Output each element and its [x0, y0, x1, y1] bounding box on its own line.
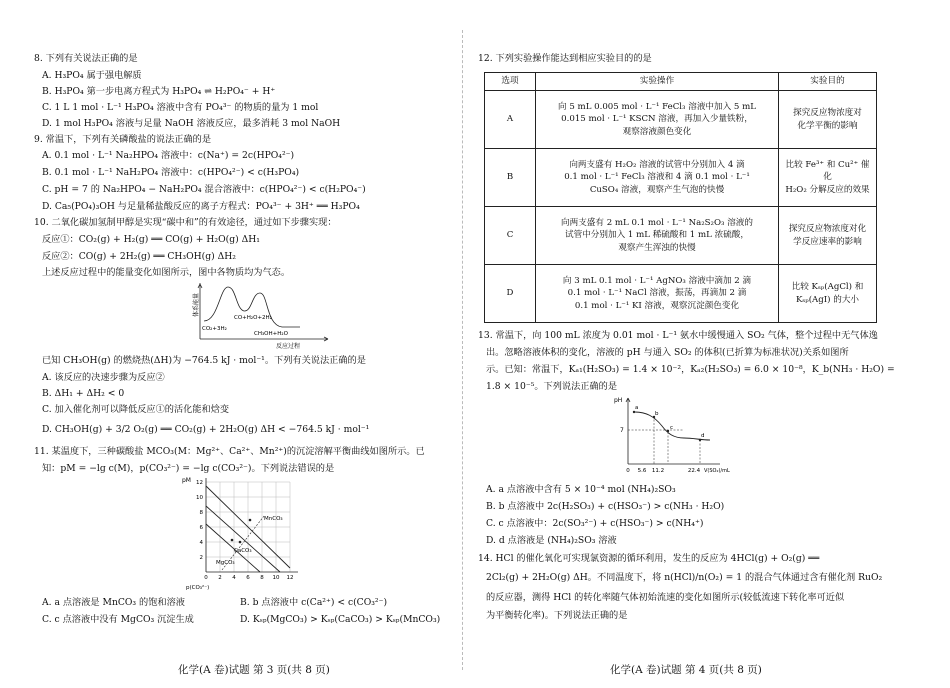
q13-x-axis-label: V(SO₂)/mL — [704, 468, 730, 474]
footer-left: 化学(A 卷)试题 第 3 页(共 8 页) — [178, 664, 330, 676]
q13-option-b: B. b 点溶液中 2c(H₂SO₃) + c(HSO₃⁻) > c(NH₃ · H₂O) — [486, 501, 725, 512]
q12-row-b-operation — [536, 149, 779, 207]
q11-y-tick: 4 — [199, 540, 203, 546]
q11-y-tick: 2 — [199, 555, 203, 561]
q10-label-start: CO₂+3H₂ — [202, 326, 227, 332]
q13-line-3: 示。已知：常温下，Kₐ₁(H₂SO₃) = 1.4 × 10⁻²，Kₐ₂(H₂SO₃) = 6.0 × 10⁻⁸，K_b(NH₃ · H₂O) = — [486, 364, 895, 375]
q8-stem: 8. 下列有关说法正确的是 — [34, 53, 138, 64]
column-divider — [462, 30, 463, 670]
q12-row-b-goal — [779, 149, 877, 207]
q12-header-option: 选项 — [485, 73, 536, 91]
q12-row-a-goal-line: 探究反应物浓度对 — [793, 108, 862, 119]
q11-solubility-graph — [180, 476, 320, 594]
q12-row-b-goal-line: 比较 Fe³⁺ 和 Cu²⁺ 催化 — [785, 160, 870, 183]
q12-row-d-goal-line: Kₛₚ(AgI) 的大小 — [795, 294, 860, 305]
q13-point-a: a — [635, 405, 639, 411]
q13-x-tick: 11.2 — [651, 468, 665, 474]
table-row — [485, 207, 877, 265]
q11-x-tick: 0 — [204, 575, 208, 581]
q12-row-b-goal-line: H₂O₂ 分解反应的效果 — [785, 184, 870, 195]
q13-option-c: C. c 点溶液中：2c(SO₃²⁻) + c(HSO₃⁻) > c(NH₄⁺) — [486, 518, 704, 529]
q13-point-b: b — [655, 411, 659, 417]
q11-x-tick: 2 — [218, 575, 222, 581]
q13-option-d: D. d 点溶液是 (NH₄)₂SO₃ 溶液 — [486, 535, 617, 546]
q12-row-c-op-line: 试管中分别加入 1 mL 稀硫酸和 1 mL 浓硫酸， — [565, 230, 749, 241]
q10-label-mid: CO+H₂O+2H₂ — [234, 315, 272, 321]
q13-y-tick: 7 — [620, 427, 624, 434]
q11-x-tick: 12 — [286, 575, 294, 581]
q12-table — [484, 72, 877, 323]
table-row — [485, 265, 877, 323]
q10-option-c: C. 加入催化剂可以降低反应①的活化能和焓变 — [42, 404, 230, 415]
q12-row-d-operation — [536, 265, 779, 323]
q11-y-tick: 6 — [199, 525, 203, 531]
q11-option-d: D. Kₛₚ(MgCO₃) > Kₛₚ(CaCO₃) > Kₛₚ(MnCO₃) — [240, 614, 441, 625]
q9-stem: 9. 常温下，下列有关磷酸盐的说法正确的是 — [34, 134, 212, 145]
q10-known: 已知 CH₃OH(g) 的燃烧热(ΔH)为 −764.5 kJ · mol⁻¹。下列有关说法正确的是 — [42, 355, 366, 366]
q8-option-b: B. H₃PO₄ 第一步电离方程式为 H₃PO₄ ⇌ H₂PO₄⁻ + H⁺ — [42, 86, 276, 97]
q10-option-b: B. ΔH₁ + ΔH₂ < 0 — [42, 388, 125, 399]
q9-option-a: A. 0.1 mol · L⁻¹ Na₂HPO₄ 溶液中：c(Na⁺) = 2c(HPO₄²⁻) — [42, 150, 295, 161]
q11-label-mg: MgCO₃ — [216, 560, 235, 566]
q11-x-tick: 10 — [272, 575, 280, 581]
q9-option-b: B. 0.1 mol · L⁻¹ NaH₂PO₄ 溶液中：c(HPO₄²⁻) < c(H₃PO₄) — [42, 167, 300, 178]
q12-row-d-option: D — [485, 265, 536, 323]
q13-ph-graph — [610, 394, 730, 476]
q13-point-c: c — [670, 425, 674, 431]
q12-row-a-operation — [536, 91, 779, 149]
q12-row-b-op-line: CuSO₄ 溶液，观察产生气泡的快慢 — [589, 184, 725, 195]
table-row — [485, 91, 877, 149]
q12-row-a-op-line: 向 5 mL 0.005 mol · L⁻¹ FeCl₃ 溶液中加入 5 mL — [558, 102, 756, 113]
q8-option-c: C. 1 L 1 mol · L⁻¹ H₃PO₄ 溶液中含有 PO₄³⁻ 的物质的量为 1 mol — [42, 102, 319, 113]
q11-label-ca: CaCO₃ — [234, 548, 252, 554]
q11-x-tick: 8 — [260, 575, 264, 581]
q12-row-c-goal-line: 学反应速率的影响 — [793, 236, 862, 247]
q11-y-tick: 12 — [196, 480, 203, 486]
table-row — [485, 149, 877, 207]
q13-point-d: d — [701, 433, 705, 439]
q9-option-c: C. pH = 7 的 Na₂HPO₄ − NaH₂PO₄ 混合溶液中：c(HPO₄²⁻) < c(H₂PO₄⁻) — [42, 184, 366, 195]
q12-row-b-op-line: 0.1 mol · L⁻¹ FeCl₃ 溶液和 4 滴 0.1 mol · L⁻¹ — [564, 172, 750, 183]
q10-x-axis-label: 反应过程 — [276, 343, 301, 350]
q10-energy-diagram — [178, 279, 338, 351]
footer-right: 化学(A 卷)试题 第 4 页(共 8 页) — [610, 664, 762, 676]
q14-line-2: 2Cl₂(g) + 2H₂O(g) ΔH。不同温度下，将 n(HCl)/n(O₂) = 1 的混合气体通过含有催化剂 RuO₂ — [486, 572, 883, 583]
q12-row-d-op-line: 向 3 mL 0.1 mol · L⁻¹ AgNO₃ 溶液中滴加 2 滴 — [562, 276, 752, 287]
q11-stem-2: 知：pM = −lg c(M)，p(CO₃²⁻) = −lg c(CO₃²⁻)。下列说法错误的是 — [42, 463, 335, 474]
q12-row-b-op-line: 向两支盛有 H₂O₂ 溶液的试管中分别加入 4 滴 — [569, 160, 745, 171]
q11-x-tick: 4 — [232, 575, 236, 581]
q10-stem: 10. 二氧化碳加氢制甲醇是实现“碳中和”的有效途径，通过如下步骤实现： — [34, 217, 337, 228]
q13-y-axis-label: pH — [614, 397, 623, 404]
q14-line-3: 的反应器，测得 HCl 的转化率随气体初始流速的变化如图所示(较低流速下转化率可近似 — [486, 592, 845, 603]
q10-reaction-1: 反应①：CO₂(g) + H₂(g) ══ CO(g) + H₂O(g) ΔH₁ — [42, 234, 260, 245]
q11-option-b: B. b 点溶液中 c(Ca²⁺) < c(CO₃²⁻) — [240, 597, 388, 608]
q11-option-c: C. c 点溶液中没有 MgCO₃ 沉淀生成 — [42, 614, 194, 625]
q11-stem: 11. 某温度下，三种碳酸盐 MCO₃(M：Mg²⁺、Ca²⁺、Mn²⁺)的沉淀溶解平衡曲线如图所示。已 — [34, 446, 425, 457]
q12-row-c-operation — [536, 207, 779, 265]
q13-line-4: 1.8 × 10⁻⁵。下列说法正确的是 — [486, 381, 618, 392]
q12-row-b-option: B — [485, 149, 536, 207]
q10-option-a: A. 该反应的决速步骤为反应② — [42, 372, 165, 383]
q11-y-tick: 8 — [199, 510, 203, 516]
q12-row-c-op-line: 观察产生浑浊的快慢 — [618, 242, 696, 253]
q10-y-axis-label: 体系能量 — [193, 292, 200, 317]
q13-x-tick: 0 — [626, 468, 630, 474]
q12-row-c-op-line: 向两支盛有 2 mL 0.1 mol · L⁻¹ Na₂S₂O₃ 溶液的 — [561, 218, 753, 229]
q10-reaction-2: 反应②：CO(g) + 2H₂(g) ══ CH₃OH(g) ΔH₂ — [42, 251, 236, 262]
q12-row-d-op-line: 0.1 mol · L⁻¹ KI 溶液，观察沉淀颜色变化 — [574, 300, 740, 311]
q8-option-d: D. 1 mol H₃PO₄ 溶液与足量 NaOH 溶液反应，最多消耗 3 mol NaOH — [42, 118, 341, 129]
q12-row-d-goal — [779, 265, 877, 323]
q12-row-c-goal-line: 探究反应物浓度对化 — [788, 224, 867, 235]
q11-label-mn: MnCO₃ — [264, 516, 283, 522]
q12-row-a-option: A — [485, 91, 536, 149]
q12-row-c-option: C — [485, 207, 536, 265]
q11-x-axis-label: p(CO₃²⁻) — [186, 585, 210, 591]
q12-header-operation: 实验操作 — [536, 73, 779, 91]
q13-option-a: A. a 点溶液中含有 5 × 10⁻⁴ mol (NH₄)₂SO₃ — [486, 484, 676, 495]
q13-x-tick: 22.4 — [687, 468, 701, 474]
q12-header-goal: 实验目的 — [779, 73, 877, 91]
q11-x-tick: 6 — [246, 575, 250, 581]
q12-row-a-goal — [779, 91, 877, 149]
q12-row-a-op-line: 观察溶液颜色变化 — [622, 126, 692, 137]
q12-row-d-goal-line: 比较 Kₛₚ(AgCl) 和 — [791, 282, 864, 293]
q13-line-1: 13. 常温下，向 100 mL 浓度为 0.01 mol · L⁻¹ 氨水中缓慢通入 SO₂ 气体，整个过程中无气体逸 — [478, 330, 878, 341]
q8-option-a: A. H₃PO₄ 属于强电解质 — [42, 70, 142, 81]
q12-stem: 12. 下列实验操作能达到相应实验目的的是 — [478, 53, 652, 64]
q12-row-c-goal — [779, 207, 877, 265]
q10-note: 上述反应过程中的能量变化如图所示，图中各物质均为气态。 — [42, 267, 291, 278]
q9-option-d: D. Ca₅(PO₄)₃OH 与足量稀盐酸反应的离子方程式：PO₄³⁻ + 3H⁺ ══ H₃PO₄ — [42, 201, 360, 212]
q14-line-1: 14. HCl 的催化氧化可实现氯资源的循环利用，发生的反应为 4HCl(g) + O₂(g) ══ — [478, 553, 820, 564]
q13-x-tick: 5.6 — [637, 468, 647, 474]
q11-y-tick: 10 — [196, 495, 203, 501]
q12-row-d-op-line: 0.1 mol · L⁻¹ NaCl 溶液，振荡，再滴加 2 滴 — [567, 288, 747, 299]
q10-option-d: D. CH₃OH(g) + 3/2 O₂(g) ══ CO₂(g) + 2H₂O(g) ΔH < −764.5 kJ · mol⁻¹ — [42, 424, 370, 435]
q10-label-end: CH₃OH+H₂O — [254, 331, 288, 337]
q12-row-a-goal-line: 化学平衡的影响 — [797, 120, 858, 131]
q11-option-a: A. a 点溶液是 MnCO₃ 的饱和溶液 — [42, 597, 185, 608]
q12-row-a-op-line: 0.015 mol · L⁻¹ KSCN 溶液，再加入少量铁粉， — [561, 114, 753, 125]
q11-y-axis-label: pM — [182, 477, 191, 484]
q14-line-4: 为平衡转化率)。下列说法正确的是 — [486, 610, 628, 621]
q13-line-2: 出。忽略溶液体积的变化，溶液的 pH 与通入 SO₂ 的体积(已折算为标准状况)关系如图所 — [486, 347, 849, 358]
